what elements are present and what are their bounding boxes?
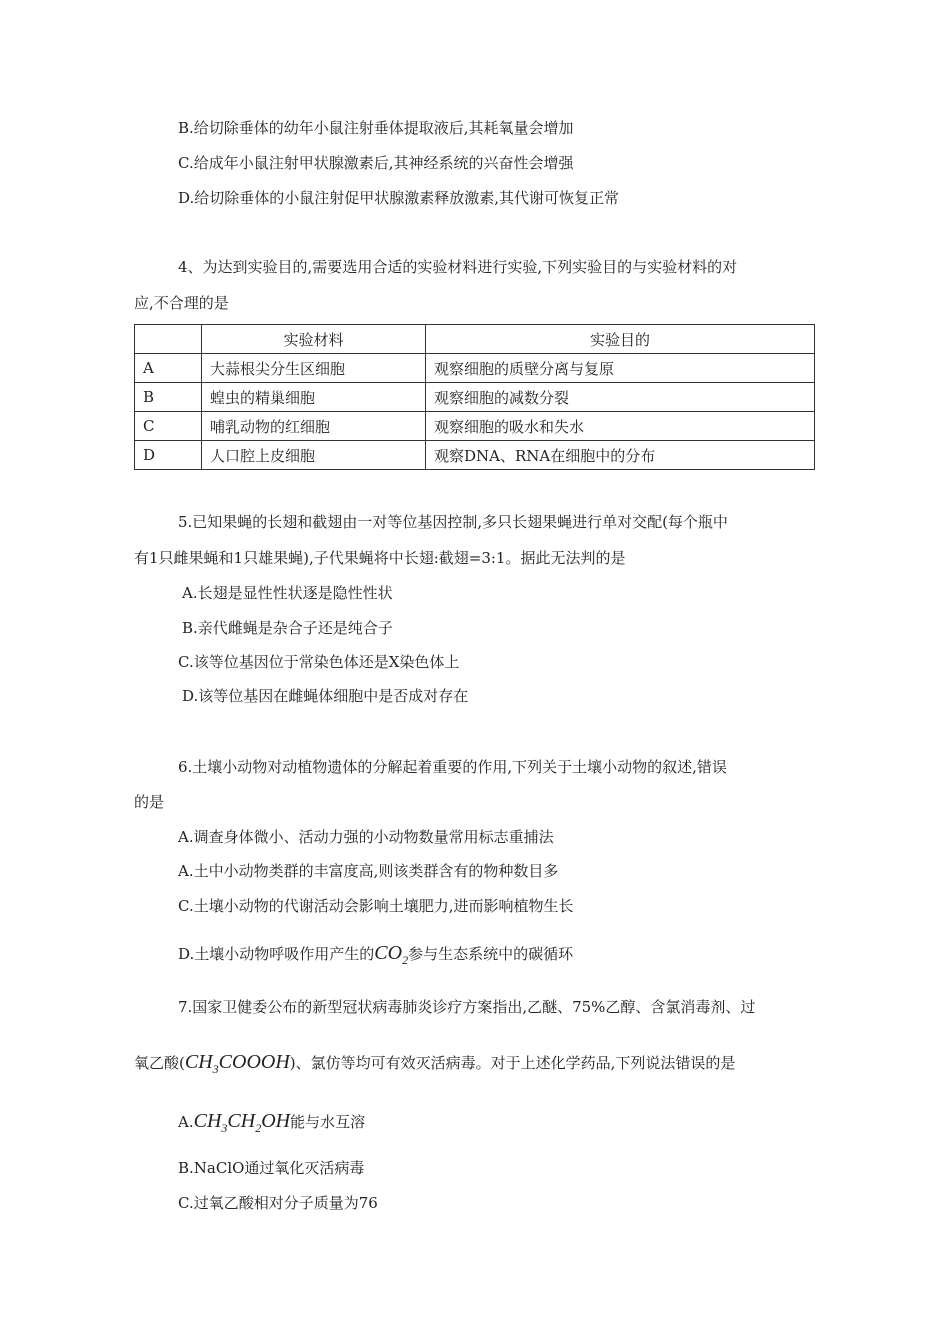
q7-option-a bbox=[178, 1108, 365, 1141]
formula-part: CH bbox=[193, 1110, 222, 1132]
q4-stem-line2: 应,不合理的是 bbox=[134, 294, 229, 312]
q6-option-a1: A.调查身体微小、活动力强的小动物数量常用标志重捕法 bbox=[178, 828, 554, 846]
formula-subscript: 2 bbox=[402, 953, 409, 967]
q7-option-c: C.过氧乙酸相对分子质量为76 bbox=[178, 1194, 378, 1212]
q7-stem-text: 氧乙酸( bbox=[134, 1054, 185, 1072]
table-cell-option: C bbox=[135, 412, 202, 441]
formula-part: CH bbox=[184, 1051, 213, 1073]
q3-option-c: C.给成年小鼠注射甲状腺激素后,其神经系统的兴奋性会增强 bbox=[178, 154, 574, 172]
formula-subscript: 3 bbox=[212, 1062, 219, 1076]
q4-stem-line1: 4、为达到实验目的,需要选用合适的实验材料进行实验,下列实验目的与实验材料的对 bbox=[178, 258, 738, 276]
ethanol-formula bbox=[193, 1110, 291, 1135]
q3-option-d: D.给切除垂体的小鼠注射促甲状腺激素释放激素,其代谢可恢复正常 bbox=[178, 189, 620, 207]
q5-stem-line1: 5.已知果蝇的长翅和截翅由一对等位基因控制,多只长翅果蝇进行单对交配(每个瓶中 bbox=[178, 513, 728, 531]
q6-option-d-text: D.土壤小动物呼吸作用产生的 bbox=[178, 945, 375, 963]
q5-option-a: A.长翅是显性性状逐是隐性性状 bbox=[182, 584, 393, 602]
table-cell-purpose: 观察细胞的质壁分离与复原 bbox=[426, 354, 815, 383]
table-cell-material: 蝗虫的精巢细胞 bbox=[202, 383, 426, 412]
q6-stem-line2: 的是 bbox=[134, 793, 165, 811]
q5-stem-line2: 有1只雌果蝇和1只雄果蝇),子代果蝇将中长翅:截翅=3:1。据此无法判的是 bbox=[134, 549, 626, 567]
peracetic-acid-formula bbox=[184, 1051, 290, 1076]
option-label: A. bbox=[178, 1113, 194, 1131]
q6-option-d-text-after: 参与生态系统中的碳循环 bbox=[408, 945, 574, 963]
formula-part: CH bbox=[227, 1110, 256, 1132]
experiment-table bbox=[134, 324, 815, 470]
q7-option-a-text: 能与水互溶 bbox=[290, 1113, 366, 1131]
table-cell-option: B bbox=[135, 383, 202, 412]
q5-option-b: B.亲代雌蝇是杂合子还是纯合子 bbox=[182, 619, 393, 637]
table-cell-purpose: 观察DNA、RNA在细胞中的分布 bbox=[426, 441, 815, 470]
q7-option-b: B.NaClO通过氧化灭活病毒 bbox=[178, 1159, 365, 1177]
q5-option-c: C.该等位基因位于常染色体还是X染色体上 bbox=[178, 653, 460, 671]
formula-part: OH bbox=[261, 1110, 291, 1132]
table-cell-purpose: 观察细胞的吸水和失水 bbox=[426, 412, 815, 441]
co2-formula bbox=[374, 942, 409, 967]
q7-stem-line2 bbox=[134, 1049, 735, 1082]
q6-option-c: C.土壤小动物的代谢活动会影响土壤肥力,进而影响植物生长 bbox=[178, 897, 574, 915]
table-row bbox=[135, 412, 815, 441]
formula-subscript: 3 bbox=[221, 1121, 228, 1135]
formula-main: CO bbox=[374, 942, 403, 964]
table-header-row bbox=[135, 325, 815, 354]
table-cell-material: 大蒜根尖分生区细胞 bbox=[202, 354, 426, 383]
formula-subscript: 2 bbox=[255, 1121, 262, 1135]
table-row bbox=[135, 441, 815, 470]
table-header-cell bbox=[135, 325, 202, 354]
q6-stem-line1: 6.土壤小动物对动植物遗体的分解起着重要的作用,下列关于土壤小动物的叙述,错误 bbox=[178, 758, 727, 776]
q5-option-d: D.该等位基因在雌蝇体细胞中是否成对存在 bbox=[182, 687, 469, 705]
table-header-cell: 实验材料 bbox=[202, 325, 426, 354]
table-cell-material: 人口腔上皮细胞 bbox=[202, 441, 426, 470]
table-row bbox=[135, 354, 815, 383]
table-cell-purpose: 观察细胞的减数分裂 bbox=[426, 383, 815, 412]
table-header-cell: 实验目的 bbox=[426, 325, 815, 354]
q3-option-b: B.给切除垂体的幼年小鼠注射垂体提取液后,其耗氧量会增加 bbox=[178, 119, 574, 137]
table-cell-material: 哺乳动物的红细胞 bbox=[202, 412, 426, 441]
q7-stem-line1: 7.国家卫健委公布的新型冠状病毒肺炎诊疗方案指出,乙醚、75%乙醇、含氯消毒剂、过 bbox=[178, 998, 756, 1016]
table-cell-option: A bbox=[135, 354, 202, 383]
q6-option-a2: A.土中小动物类群的丰富度高,则该类群含有的物种数目多 bbox=[178, 862, 559, 880]
table-row bbox=[135, 383, 815, 412]
q6-option-d bbox=[178, 940, 573, 973]
formula-part: COOOH bbox=[218, 1051, 290, 1073]
table-cell-option: D bbox=[135, 441, 202, 470]
q7-stem-text-after: )、氯仿等均可有效灭活病毒。对于上述化学药品,下列说法错误的是 bbox=[289, 1054, 736, 1072]
